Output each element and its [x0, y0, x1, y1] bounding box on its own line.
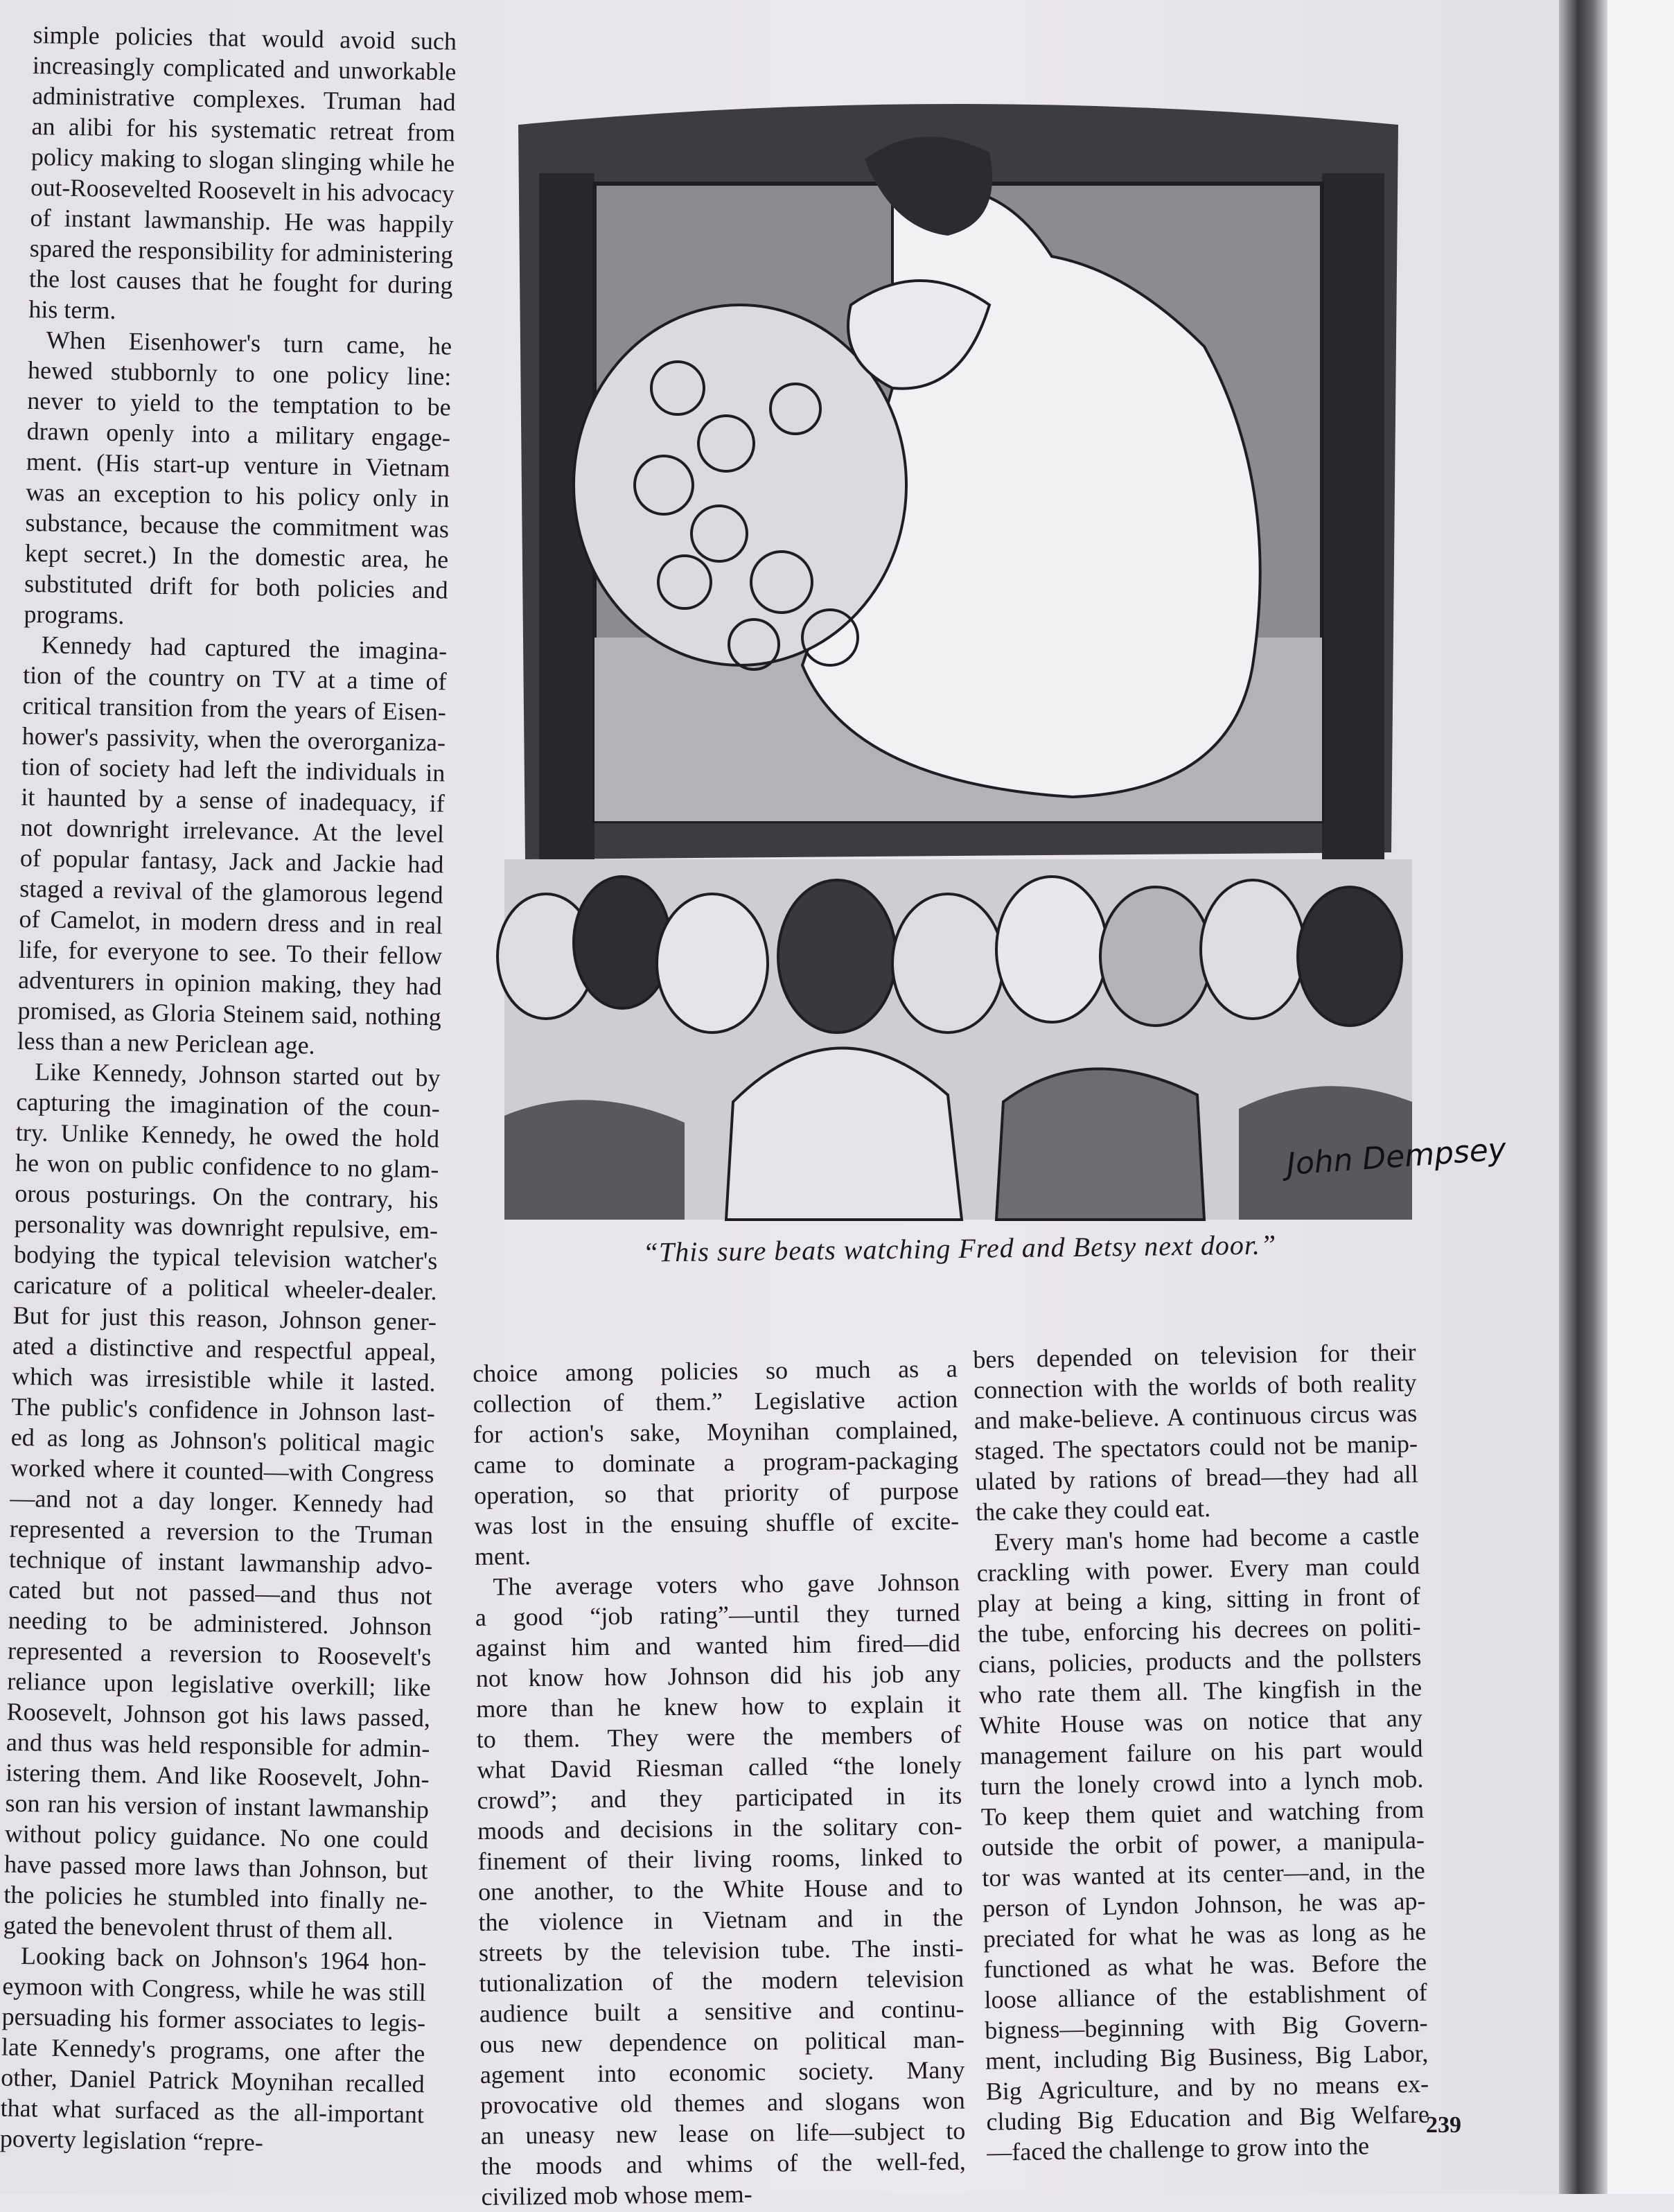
- text-line-content: substance, because the commitment was: [25, 508, 450, 543]
- text-line-content: he won on public confidence to no glam-: [15, 1148, 439, 1184]
- cartoon-caption: “This sure beats watching Fred and Betsy next door.”: [642, 1229, 1277, 1268]
- seat-back: [504, 1100, 685, 1220]
- text-line-content: the violence in Vietnam and in the: [478, 1903, 964, 1936]
- text-line-content: against him and wanted him fired—did: [475, 1629, 961, 1662]
- text-line: [479, 2024, 964, 2060]
- text-line-content: and thus was held responsible for admin-: [6, 1728, 430, 1763]
- text-line-content: caricature of a political wheeler-dealer.: [13, 1270, 437, 1306]
- text-line-content: ment, including Big Business, Big Labor,: [985, 2039, 1429, 2075]
- text-line-content: less than a new Periclean age.: [17, 1026, 315, 1060]
- text-line: [481, 2177, 966, 2212]
- text-line-content: try. Unlike Kennedy, he owed the hold: [15, 1118, 440, 1153]
- text-line-content: an alibi for his systematic retreat from: [31, 112, 456, 147]
- text-line-content: ous new dependence on political man-: [479, 2025, 965, 2058]
- text-line-content: Every man's home had become a castle: [994, 1520, 1420, 1556]
- text-line-content: of popular fantasy, Jack and Jackie had: [19, 843, 444, 879]
- text-line-content: preciated for what he was as long as he: [983, 1917, 1427, 1953]
- text-line-content: bers depended on television for their: [973, 1337, 1416, 1373]
- text-line-content: operation, so that priority of purpose: [473, 1476, 959, 1509]
- text-line-content: Roosevelt, Johnson got his laws passed,: [6, 1697, 431, 1732]
- text-line-content: programs.: [24, 599, 125, 630]
- text-line-content: Kennedy had captured the imagina-: [41, 631, 448, 665]
- text-line: [474, 1475, 959, 1511]
- text-line-content: management failure on his part would: [980, 1734, 1423, 1770]
- text-line-content: functioned as what he was. Before the: [983, 1947, 1427, 1983]
- text-line: [477, 1780, 962, 1816]
- text-line-content: ated a distinctive and respectful appeal,: [12, 1331, 437, 1367]
- text-line-content: choice among policies so much as a: [473, 1354, 958, 1387]
- text-line: [473, 1414, 958, 1450]
- text-line: [479, 1933, 964, 1968]
- text-line-content: policy making to slogan slinging while he: [30, 142, 455, 177]
- text-line: [473, 1384, 958, 1419]
- text-line-content: cians, policies, products and the pollsters: [978, 1642, 1422, 1678]
- text-line-content: finement of their living rooms, linked to: [477, 1842, 963, 1875]
- text-line-content: have passed more laws than Johnson, but: [3, 1850, 428, 1885]
- text-line-content: connection with the worlds of both reality: [973, 1368, 1417, 1404]
- text-line-content: ment.: [474, 1542, 531, 1570]
- text-line-content: more than he knew how to explain it: [476, 1689, 962, 1723]
- text-line-content: —and not a day longer. Kennedy had: [10, 1484, 434, 1519]
- text-line-content: civilized mob whose mem-: [481, 2179, 752, 2211]
- text-line: [478, 1872, 963, 1907]
- text-line-content: was an exception to his policy only in: [25, 477, 450, 513]
- text-line-content: administrative complexes. Truman had: [31, 81, 456, 116]
- text-line-content: Looking back on Johnson's 1964 hon-: [20, 1942, 427, 1976]
- text-line-content: the policies he stumbled into finally ne-: [3, 1880, 428, 1915]
- text-line-content: White House was on notice that any: [979, 1703, 1423, 1739]
- man-jacket: [996, 1069, 1204, 1220]
- text-line-content: was lost in the ensuing shuffle of excite-: [474, 1507, 960, 1540]
- text-line-content: what David Riesman called “the lonely: [477, 1750, 962, 1784]
- text-line: [476, 1658, 961, 1694]
- text-line-content: of instant lawmanship. He was happily: [30, 203, 455, 238]
- text-line-content: Big Agriculture, and by no means ex-: [985, 2069, 1429, 2105]
- text-line-content: hower's passivity, when the overorganiza-: [21, 721, 446, 757]
- text-line: [475, 1628, 960, 1663]
- text-line-content: not know how Johnson did his job any: [475, 1659, 961, 1692]
- text-line-content: needing to be administered. Johnson: [8, 1606, 432, 1641]
- text-line-content: To keep them quiet and watching from: [980, 1795, 1425, 1831]
- text-line: [477, 1841, 962, 1877]
- text-line: [477, 1719, 962, 1755]
- text-line: [477, 1750, 962, 1785]
- text-line-content: play at being a king, sitting in front of: [977, 1581, 1421, 1617]
- text-line: [475, 1597, 960, 1633]
- text-line: [473, 1445, 958, 1480]
- text-line-content: never to yield to the temptation to be: [27, 386, 451, 421]
- text-line-content: came to dominate a program-packaging: [473, 1446, 959, 1479]
- text-line-content: crowd”; and they participated in its: [477, 1781, 962, 1814]
- text-line-content: bigness—beginning with Big Govern-: [984, 2008, 1428, 2044]
- text-line-content: a good “job rating”—until they turned: [475, 1598, 960, 1631]
- text-line-content: substituted drift for both policies and: [24, 569, 448, 604]
- text-line-content: ed as long as Johnson's political magic: [10, 1423, 435, 1458]
- text-line-content: increasingly complicated and unworkable: [32, 51, 457, 86]
- text-line-content: loose alliance of the establishment of: [984, 1978, 1428, 2014]
- text-line-content: one another, to the White House and to: [477, 1872, 963, 1906]
- text-line-content: to them. They were the members of: [476, 1720, 962, 1753]
- text-line-content: capturing the imagination of the coun-: [16, 1087, 441, 1123]
- text-line: [475, 1536, 960, 1572]
- text-line-content: gated the benevolent thrust of them all.: [3, 1911, 394, 1945]
- text-line-content: The public's confidence in Johnson last-: [11, 1392, 436, 1428]
- text-line-content: worked where it counted—with Congress: [10, 1453, 434, 1489]
- text-line-content: tion of the country on TV at a time of: [22, 660, 447, 696]
- text-line-content: tutionalization of the modern television: [479, 1964, 964, 1997]
- text-line: [478, 1902, 963, 1938]
- text-line-content: ulated by rations of bread—they had all: [975, 1459, 1419, 1495]
- cartoon-illustration: [504, 97, 1508, 1220]
- text-line-content: his term.: [28, 295, 116, 324]
- text-line-content: cluding Big Education and Big Welfare: [986, 2100, 1430, 2136]
- text-line-content: who rate them all. The kingfish in the: [978, 1673, 1422, 1709]
- text-line-content: But for just this reason, Johnson gener-: [12, 1301, 437, 1336]
- text-line-content: of Camelot, in modern dress and in real: [19, 904, 443, 940]
- text-line-content: crackling with power. Every man could: [976, 1551, 1420, 1587]
- text-line-content: bodying the typical television watcher's: [13, 1240, 438, 1275]
- text-line: [477, 1811, 962, 1846]
- text-line-content: represented a reversion to Roosevelt's: [7, 1636, 432, 1671]
- text-line: [473, 1353, 958, 1389]
- text-line-content: that what surfaced as the all-important: [0, 2094, 425, 2129]
- page-number: 239: [1426, 2112, 1461, 2138]
- text-line-content: personality was downright repulsive, em-: [14, 1209, 439, 1245]
- text-line-content: ment. (His start-up venture in Vietnam: [26, 447, 450, 482]
- text-line: [479, 1963, 964, 1999]
- text-line-content: the cake they could eat.: [975, 1494, 1211, 1526]
- text-line: [481, 2116, 966, 2151]
- text-line-content: life, for everyone to see. To their fellow: [18, 935, 443, 970]
- text-line-content: technique of instant lawmanship advo-: [8, 1545, 433, 1580]
- text-line-content: staged. The spectators could not be manip-: [974, 1429, 1418, 1465]
- text-line-content: staged a revival of the glamorous legend: [19, 874, 443, 909]
- text-line-content: drawn openly into a military engage-: [26, 416, 451, 452]
- text-line-content: persuading his former associates to legis-: [1, 2002, 426, 2037]
- text-line-content: not downright irrelevance. At the level: [20, 813, 445, 848]
- text-line-content: simple policies that would avoid such: [33, 20, 457, 55]
- text-line-content: son ran his version of instant lawmanship: [5, 1789, 430, 1824]
- text-line-content: person of Lyndon Johnson, he was ap-: [982, 1886, 1426, 1922]
- text-line-content: adventurers in opinion making, they had: [17, 965, 442, 1001]
- text-line: [475, 1567, 960, 1602]
- text-line-content: agement into economic society. Many: [479, 2055, 965, 2089]
- text-line-content: istering them. And like Roosevelt, John-: [5, 1758, 430, 1793]
- text-line-content: for action's sake, Moynihan complained,: [473, 1415, 958, 1448]
- book-gutter: [1559, 0, 1607, 2194]
- artist-signature: John Dempsey: [1285, 1131, 1508, 1182]
- text-line-content: spared the responsibility for administering: [29, 234, 454, 269]
- text-line: [481, 2146, 966, 2182]
- text-line-content: the lost causes that he fought for during: [28, 264, 453, 299]
- text-line-content: The average voters who gave Johnson: [493, 1568, 960, 1601]
- text-line-content: collection of them.” Legislative action: [473, 1385, 958, 1418]
- text-line-content: eymoon with Congress, while he was still: [2, 1972, 427, 2007]
- text-line-content: represented a reversion to the Truman: [9, 1514, 434, 1550]
- text-line-content: critical transition from the years of Eisen-: [22, 691, 447, 726]
- text-line-content: kept secret.) In the domestic area, he: [24, 538, 449, 574]
- right-text-column: [973, 1337, 1431, 2168]
- text-line-content: outside the orbit of power, a manipula-: [981, 1825, 1425, 1861]
- text-line: [479, 1994, 964, 2029]
- text-line-content: an uneasy new lease on life—subject to: [480, 2116, 966, 2150]
- text-line: [480, 2085, 965, 2121]
- text-line-content: —faced the challenge to grow into the: [987, 2132, 1370, 2166]
- text-line-content: streets by the television tube. The insti-: [478, 1933, 964, 1967]
- text-line-content: hewed stubbornly to one policy line:: [27, 356, 452, 391]
- text-line-content: late Kennedy's programs, one after the: [1, 2033, 425, 2068]
- text-line-content: cated but not passed—and thus not: [8, 1575, 433, 1610]
- cartoon-drawing: [504, 97, 1508, 1220]
- text-line-content: the moods and whims of the well-fed,: [481, 2147, 966, 2180]
- curtain-right: [1322, 173, 1384, 859]
- text-line-content: reliance upon legislative overkill; like: [7, 1667, 431, 1702]
- text-line: [476, 1689, 961, 1724]
- text-line-content: which was irresistible while it lasted.: [11, 1362, 436, 1397]
- text-line: [480, 2055, 965, 2090]
- text-line-content: it haunted by a sense of inadequacy, if: [21, 782, 445, 818]
- text-line-content: other, Daniel Patrick Moynihan recalled: [1, 2063, 425, 2098]
- text-line-content: moods and decisions in the solitary con-: [477, 1811, 962, 1845]
- text-line-content: tion of society had left the individuals in: [21, 752, 446, 787]
- facing-page-edge: [1607, 0, 1674, 2194]
- middle-text-column: [473, 1353, 967, 2212]
- left-text-column: [0, 19, 457, 2160]
- text-line-content: without policy guidance. No one could: [4, 1819, 429, 1854]
- text-line: [474, 1506, 959, 1541]
- text-line-content: Like Kennedy, Johnson started out by: [34, 1057, 441, 1092]
- text-line-content: promised, as Gloria Steinem said, nothing: [17, 996, 442, 1031]
- text-line-content: provocative old themes and slogans won: [480, 2086, 966, 2119]
- text-line-content: audience built a sensitive and continu-: [479, 1994, 964, 2028]
- text-line-content: When Eisenhower's turn came, he: [46, 326, 452, 360]
- text-line-content: and make-believe. A continuous circus was: [973, 1398, 1418, 1434]
- text-line-content: turn the lonely crowd into a lynch mob.: [980, 1764, 1424, 1800]
- text-line-content: out-Roosevelted Roosevelt in his advocacy: [30, 173, 455, 208]
- text-line-content: tor was wanted at its center—and, in the: [982, 1856, 1426, 1892]
- text-line-content: the tube, enforcing his decrees on politi-: [977, 1612, 1421, 1648]
- text-line-content: orous posturings. On the contrary, his: [15, 1179, 439, 1214]
- text-line-content: poverty legislation “repre-: [0, 2124, 264, 2157]
